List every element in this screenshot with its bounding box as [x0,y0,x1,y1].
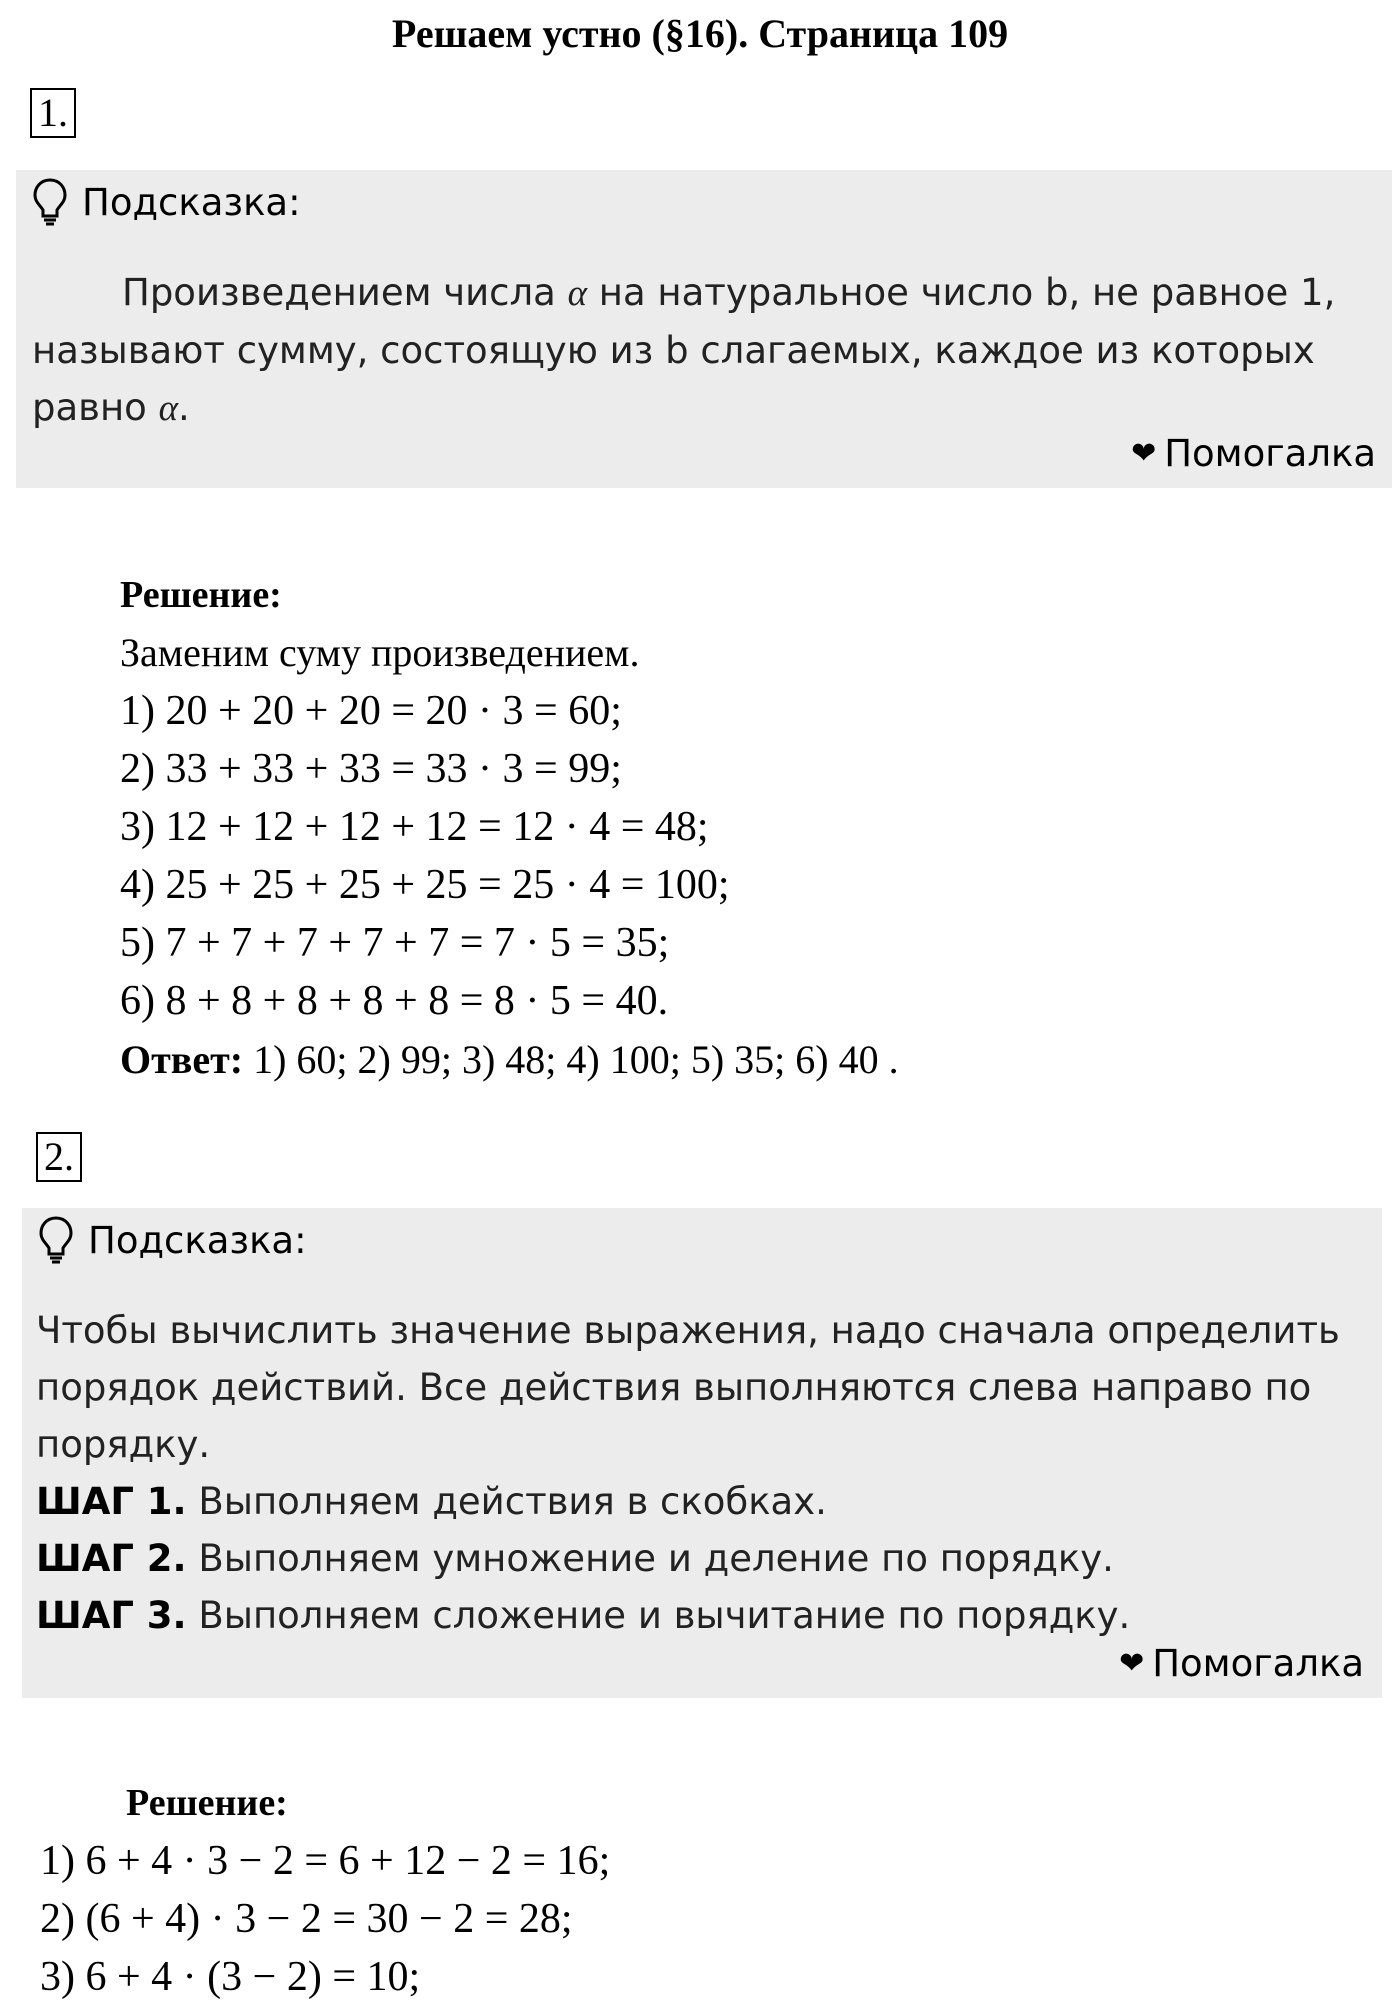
helper-link-2[interactable] [1119,1642,1364,1685]
step-text: Выполняем сложение и вычитание по порядку. [186,1594,1131,1637]
lightbulb-icon [38,1215,74,1265]
heart-icon: ❤ [1131,436,1157,471]
equation-line: 3) 12 + 12 + 12 + 12 = 12 · 4 = 48; [120,804,709,850]
step-label: ШАГ 1. [36,1480,187,1523]
alpha-symbol: α [567,273,588,314]
helper-label: Помогалка [1152,1642,1364,1685]
step-line [36,1587,1376,1644]
step-line [36,1530,1376,1587]
helper-link-1[interactable] [1131,432,1376,475]
solution-1 [120,566,899,1083]
hint-text-part: на натуральное число b, не равное 1, [587,271,1336,314]
hint-text-2 [36,1302,1376,1644]
equation-line: 4) 25 + 25 + 25 + 25 = 25 · 4 = 100; [120,862,730,908]
hint-text-part: равно [32,386,159,429]
solution-title: Решение: [120,574,282,616]
equation-line: 2) (6 + 4) · 3 − 2 = 30 − 2 = 28; [40,1896,573,1942]
alpha-symbol: α [158,388,178,429]
equation-line: 3) 6 + 4 · (3 − 2) = 10; [40,1954,421,2000]
equation-line: 1) 6 + 4 · 3 − 2 = 6 + 12 − 2 = 16; [40,1838,611,1884]
hint-title: Подсказка: [82,180,301,224]
hint-header-2 [38,1210,307,1270]
hint-title: Подсказка: [88,1218,307,1262]
step-text: Выполняем умножение и деление по порядку. [186,1537,1114,1580]
hint-header-1 [32,172,301,232]
task-number-1: 1. [30,88,76,138]
equation-line: 2) 33 + 33 + 33 = 33 · 3 = 99; [120,746,622,792]
solution-intro: Заменим суму произведением. [120,630,640,675]
equation-line: 5) 7 + 7 + 7 + 7 + 7 = 7 · 5 = 35; [120,920,670,966]
helper-label: Помогалка [1164,432,1376,475]
equation-line: 1) 20 + 20 + 20 = 20 · 3 = 60; [120,688,622,734]
page-title: Решаем устно (§16). Страница 109 [391,11,1009,56]
answer-label: Ответ: [120,1037,244,1082]
step-label: ШАГ 2. [36,1537,187,1580]
step-text: Выполняем действия в скобках. [186,1480,827,1523]
hint-line: называют сумму, состоящую из b слагаемых, каждое из которых [32,329,1315,372]
hint-text-1 [32,264,1382,437]
step-label: ШАГ 3. [36,1594,187,1637]
hint-text-part: . [177,386,190,429]
answer-line [120,1036,899,1083]
hint-text-part: Произведением числа [122,271,568,314]
task-number-2: 2. [36,1132,82,1182]
hint-line: Чтобы вычислить значение выражения, надо сначала определить [36,1309,1340,1352]
heart-icon: ❤ [1119,1646,1145,1681]
equation-line: 6) 8 + 8 + 8 + 8 + 8 = 8 · 5 = 40. [120,978,669,1024]
hint-line: порядку. [36,1423,211,1466]
hint-line: порядок действий. Все действия выполняются слева направо по [36,1366,1312,1409]
answer-text: 1) 60; 2) 99; 3) 48; 4) 100; 5) 35; 6) 40 . [243,1037,899,1082]
solution-title: Решение: [126,1782,288,1824]
lightbulb-icon [32,177,68,227]
solution-2 [40,1774,610,2006]
step-line [36,1473,1376,1530]
